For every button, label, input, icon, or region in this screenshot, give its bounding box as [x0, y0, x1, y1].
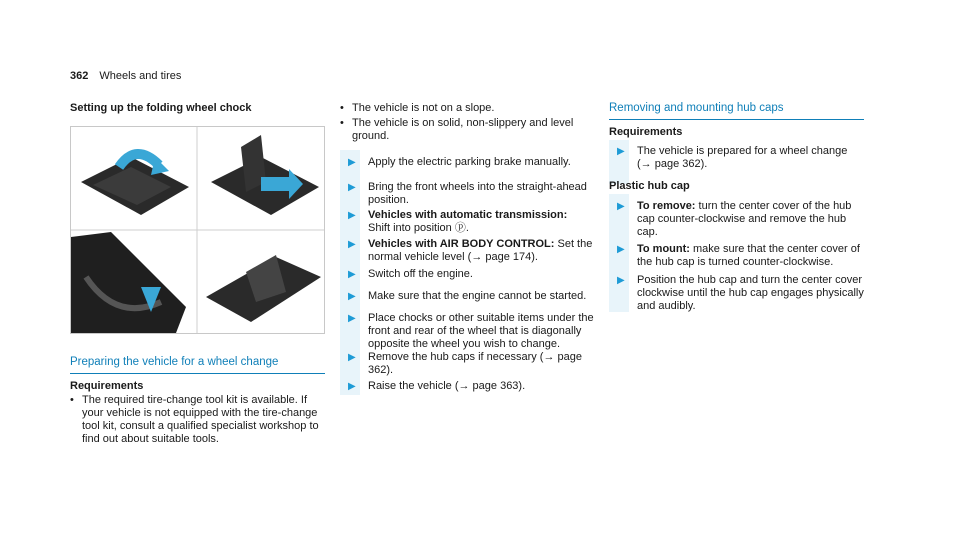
step-arrow-icon: ▶	[617, 146, 625, 157]
step-item	[340, 312, 596, 351]
chock-panel-4	[206, 255, 321, 322]
chock-figure	[70, 126, 325, 334]
step-arrow-icon: ▶	[617, 201, 625, 212]
step-bold: Vehicles with automatic transmission:	[368, 209, 568, 221]
prep-heading: Preparing the vehicle for a wheel change	[70, 356, 325, 374]
requirement-item	[70, 394, 325, 446]
chock-panel-3	[71, 232, 186, 333]
chock-panel-1	[81, 154, 189, 215]
chock-illustration	[71, 127, 324, 333]
requirement-item	[340, 102, 595, 115]
chock-heading: Setting up the folding wheel chock	[70, 102, 252, 114]
page-header	[70, 70, 181, 82]
step-arrow-icon: ▶	[348, 239, 356, 250]
step-text: Position the hub cap and turn the center cover clockwise until the hub cap engages physically and audibly.	[637, 274, 864, 312]
step-arrow-icon: ▶	[617, 244, 625, 255]
step-arrow-icon: ▶	[348, 210, 356, 221]
section-title: Wheels and tires	[99, 70, 182, 82]
page-number: 362	[70, 70, 89, 82]
bullet-icon: •	[70, 394, 74, 406]
step-bold: To mount:	[637, 243, 690, 255]
requirement-text: The vehicle is on solid, non-slippery and level ground.	[352, 117, 574, 142]
step-item	[340, 156, 596, 169]
step-text: Place chocks or other suitable items under the front and rear of the wheel that is diagonally opposite the wheel you wish to change.	[368, 312, 594, 350]
requirements-label: Requirements	[70, 380, 144, 392]
step-text: Apply the electric parking brake manually.	[368, 156, 571, 168]
step-bold: To remove:	[637, 200, 696, 212]
requirement-item	[340, 117, 595, 143]
step-item	[340, 380, 596, 393]
step-text: turn the center cover of the hub cap counter-clockwise and remove the hub cap.	[637, 200, 852, 238]
bullet-icon: •	[340, 102, 344, 114]
plastic-hubcap-label: Plastic hub cap	[609, 180, 690, 192]
step-text: Set the normal vehicle level (→ page 174).	[368, 238, 593, 263]
step-item	[340, 181, 596, 207]
step-text: Make sure that the engine cannot be started.	[368, 290, 587, 302]
step-text: Switch off the engine.	[368, 268, 473, 280]
step-arrow-icon: ▶	[348, 269, 356, 280]
step-arrow-icon: ▶	[348, 157, 356, 168]
step-item	[609, 274, 865, 313]
step-item	[340, 351, 596, 377]
step-item	[609, 145, 865, 171]
step-item	[609, 200, 865, 239]
step-bold: Vehicles with AIR BODY CONTROL:	[368, 238, 555, 250]
step-arrow-icon: ▶	[348, 291, 356, 302]
step-item	[340, 209, 596, 235]
step-arrow-icon: ▶	[348, 381, 356, 392]
step-arrow-icon: ▶	[348, 182, 356, 193]
step-item	[340, 238, 596, 264]
step-item	[340, 290, 596, 303]
step-item	[609, 243, 865, 269]
step-text: Remove the hub caps if necessary (→ page 362).	[368, 351, 583, 376]
step-arrow-icon: ▶	[617, 275, 625, 286]
step-arrow-icon: ▶	[348, 313, 356, 324]
hubcap-heading: Removing and mounting hub caps	[609, 102, 864, 120]
step-text: Raise the vehicle (→ page 363).	[368, 380, 526, 392]
step-item	[340, 268, 596, 281]
bullet-icon: •	[340, 117, 344, 129]
step-text: Shift into position ⓟ.	[368, 222, 469, 234]
step-text: Bring the front wheels into the straight-ahead position.	[368, 181, 587, 206]
requirement-text: The required tire-change tool kit is available. If your vehicle is not equipped with the tire-change tool kit, consult a qualified specialist workshop to find out about suitable tools.	[82, 394, 319, 445]
step-text: The vehicle is prepared for a wheel change (→ page 362).	[637, 145, 848, 170]
requirement-text: The vehicle is not on a slope.	[352, 102, 495, 114]
requirements-label: Requirements	[609, 126, 683, 138]
step-text: make sure that the center cover of the hub cap is turned counter-clockwise.	[637, 243, 860, 268]
step-arrow-icon: ▶	[348, 352, 356, 363]
chock-panel-2	[211, 135, 319, 215]
